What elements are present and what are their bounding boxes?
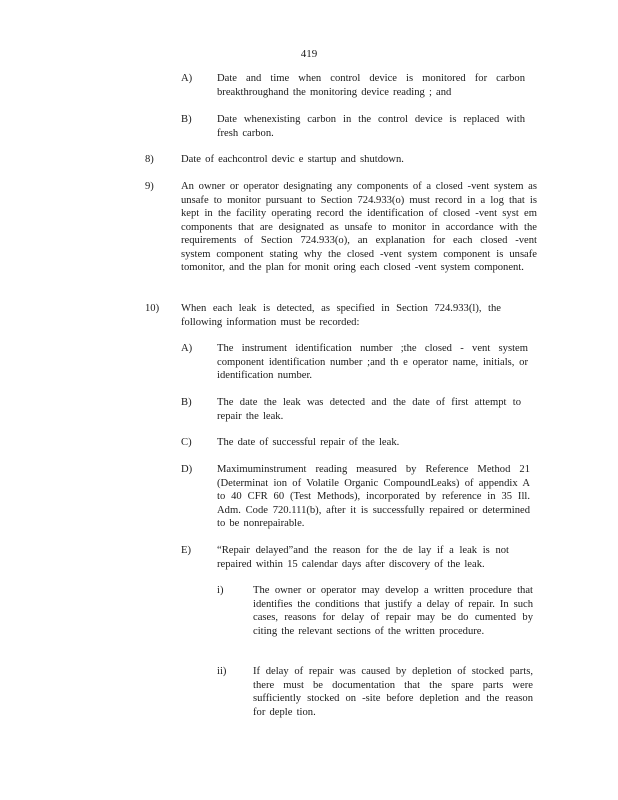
item-text: The instrument identification number ;the closed - vent system component identification number ;and th e operator name, initials, or identification number.	[217, 343, 528, 381]
item-text: The date the leak was detected and the date of first attempt to repair the leak.	[217, 397, 521, 422]
item-text: An owner or operator designating any components of a closed -vent system as unsafe to monitor pursuant to Section 724.933(o) must record in a log that is kept in the facility operating record the identification of closed -vent syst em components that are designated as unsafe to monitor in accordance with the requirements of Section 724.933(o), an explanation for each closed -vent system component stating why the closed -vent system component is unsafe tomonitor, and the plan for monit oring each closed -vent system component.	[181, 181, 537, 273]
item-text: If delay of repair was caused by depletion of stocked parts, there must be documentation that the spare parts were sufficiently stocked on -site before depletion and the reason for deple tion.	[253, 666, 533, 718]
item-text: When each leak is detected, as specified in Section 724.933(l), the following information must be recorded:	[181, 303, 501, 328]
item-text: Date of eachcontrol devic e startup and shutdown.	[181, 154, 404, 165]
item-label: C)	[181, 437, 192, 448]
item-label: A)	[181, 73, 193, 84]
item-text: The owner or operator may develop a written procedure that identifies the conditions that justify a delay of repair. In such cases, reasons for delay of repair may be do cumented by citing the relevant sections of the written procedure.	[253, 585, 533, 637]
item-label: B)	[181, 397, 192, 408]
item-text: Date whenexisting carbon in the control device is replaced with fresh carbon.	[217, 114, 525, 139]
item-label: 10)	[145, 303, 160, 314]
item-label: E)	[181, 545, 191, 556]
page-number: 419	[300, 48, 318, 60]
item-label: ii)	[217, 666, 227, 677]
item-text: “Repair delayed”and the reason for the de lay if a leak is not repaired within 15 calendar days after discovery of the leak.	[217, 545, 509, 570]
item-text: Maximuminstrument reading measured by Reference Method 21 (Determinat ion of Volatile Organic CompoundLeaks) of appendix A to 40 CFR 60 (Test Methods), incorporated by reference in 35 Ill. Adm. Code 720.111(b), after it is successfully repaired or determined to be nonrepairable.	[217, 464, 530, 529]
item-label: D)	[181, 464, 193, 475]
item-text: Date and time when control device is monitored for carbon breakthroughand the monitoring device reading ; and	[217, 73, 525, 98]
item-label: 8)	[145, 154, 154, 165]
item-label: i)	[217, 585, 224, 596]
item-text: The date of successful repair of the leak.	[217, 437, 400, 448]
item-label: A)	[181, 343, 193, 354]
item-label: B)	[181, 114, 192, 125]
item-label: 9)	[145, 181, 154, 192]
